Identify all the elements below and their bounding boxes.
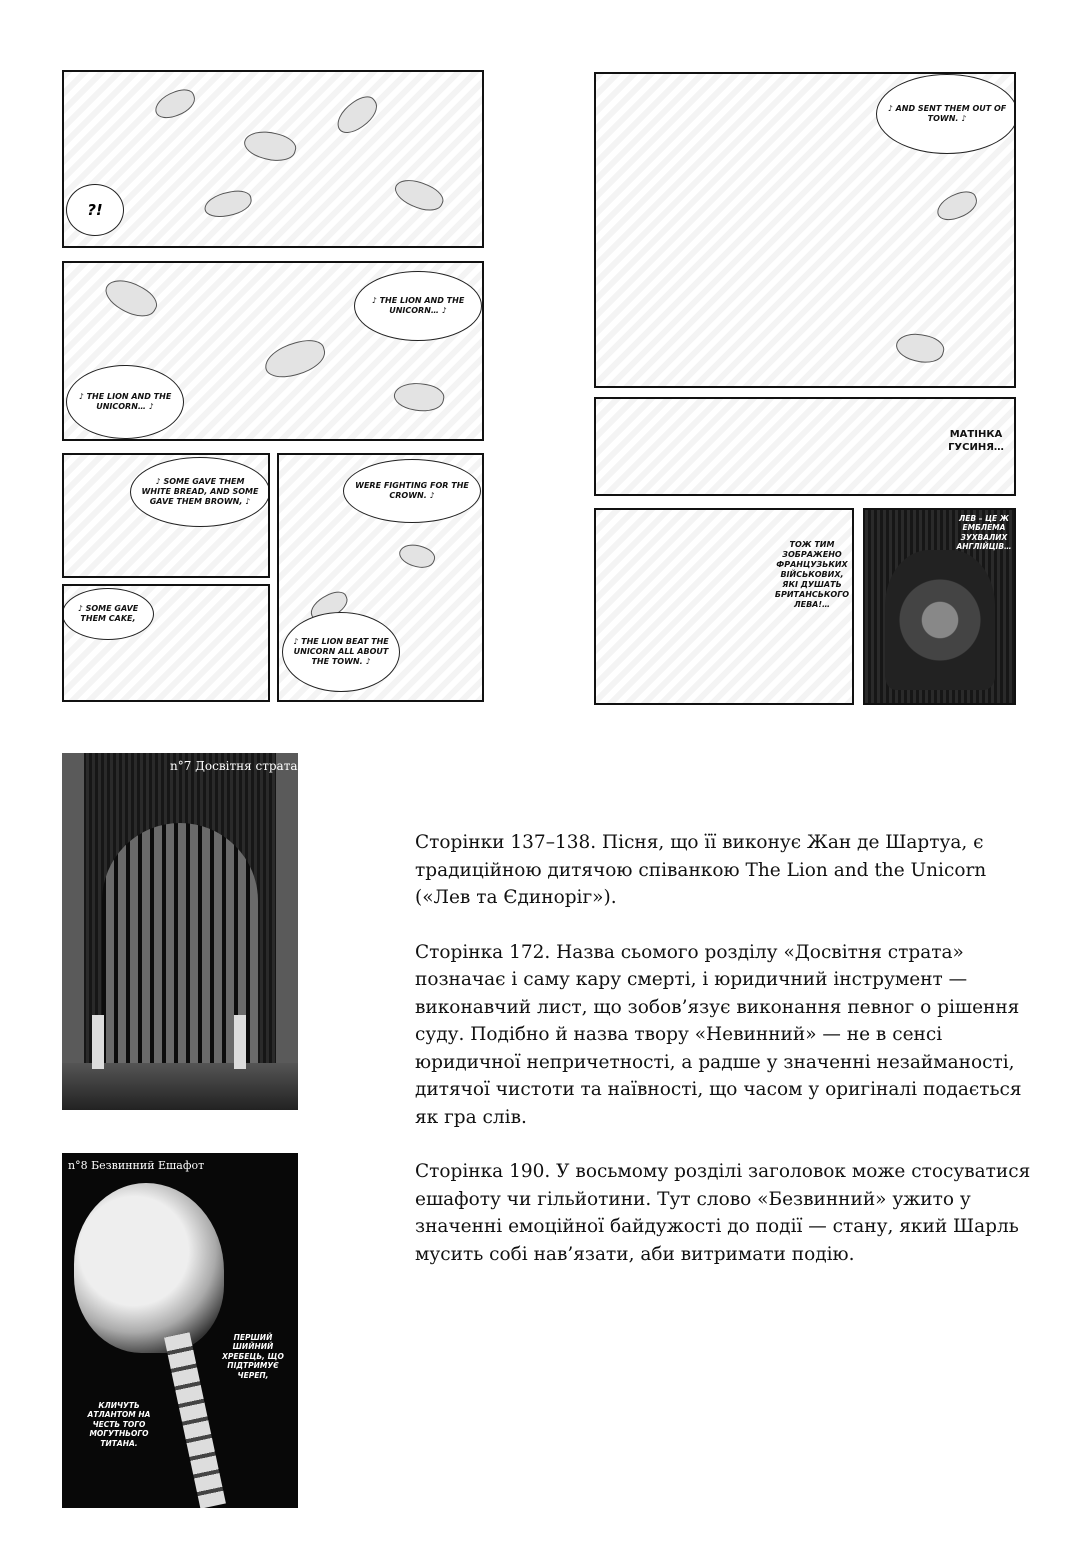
exclamation-text: ?! xyxy=(66,184,124,236)
narration-caption: МАТІНКА ГУСИНЯ… xyxy=(948,429,1004,453)
note-paragraph: Сторінки 137–138. Пісня, що її виконує Жан де Шартуа, є традиційною дитячою співанкою The Lion and the Unicorn («Лев та Єдиноріг»). xyxy=(415,832,987,908)
speech-bubble-left: ♪ THE LION AND THE UNICORN… ♪ xyxy=(66,365,184,439)
narration-caption: ЛЕВ – ЦЕ Ж ЕМБЛЕМА ЗУХВАЛИХ АНГЛІЙЦІВ… xyxy=(956,514,1012,552)
manga-panel-eyes-closeup xyxy=(594,397,1016,496)
stone-floor xyxy=(62,1063,298,1110)
speech-bubble: ♪ SOME GAVE THEM WHITE BREAD, AND SOME GAVE THEM BROWN, ♪ xyxy=(130,457,270,527)
speech-bubble: WERE FIGHTING FOR THE CROWN. ♪ xyxy=(343,459,481,523)
petal-illustration xyxy=(933,188,981,225)
note-paragraph: Сторінка 190. У восьмому розділі заголовок може стосуватися ешафоту чи гільйотини. Тут слово «Безвинний» ужито у значенні емоційної байдужості до події — стану, який Шарль мусить собі нав’язати, аби витримати подію. xyxy=(415,1161,1031,1265)
manga-panel-lion-unicorn xyxy=(62,261,484,441)
spine-illustration xyxy=(164,1332,226,1508)
coat-of-arms-emblem xyxy=(885,550,995,690)
manga-panel-woman-portrait xyxy=(594,72,1016,388)
petal-illustration xyxy=(151,86,199,123)
petal-illustration xyxy=(331,91,384,139)
petal-illustration xyxy=(396,540,437,573)
petal-illustration xyxy=(241,126,298,167)
speech-bubble: ♪ AND SENT THEM OUT OF TOWN. ♪ xyxy=(876,74,1016,154)
petal-illustration xyxy=(100,272,162,325)
skull-illustration xyxy=(74,1183,224,1353)
guard-figure xyxy=(92,1015,104,1069)
translator-notes xyxy=(415,829,1035,1295)
chapter8-cover-image xyxy=(62,1153,298,1508)
manga-panel-petals xyxy=(62,70,484,248)
chapter7-cover-image xyxy=(62,753,298,1110)
petal-illustration xyxy=(391,173,447,218)
speech-bubble: ♪ SOME GAVE THEM CAKE, xyxy=(62,588,154,640)
gothic-pillar xyxy=(276,753,298,1110)
petal-illustration xyxy=(202,188,253,220)
narration-caption: КЛИЧУТЬ АТЛАНТОМ НА ЧЕСТЬ ТОГО МОГУТНЬОГО ТИТАНА. xyxy=(87,1401,151,1448)
chapter8-title: n°8 Безвинний Ешафот xyxy=(68,1159,205,1172)
note-paragraph: Сторінка 172. Назва сьомого розділу «Досвітня страта» позначає і саму кару смерті, і юридичний інструмент — виконавчий лист, що зобов’язує виконання певног о рішення суду. Подібно й назва твору «Невинний» — не в сенсі юридичної непричетності, а радше у значенні незайманості, дитячої чистоти та наївності, що часом у оригіналі подається як гра слів. xyxy=(415,941,1022,1128)
gothic-pillar xyxy=(62,753,84,1110)
petal-illustration xyxy=(392,379,446,415)
narration-caption: ПЕРШИЙ ШИЙНИЙ ХРЕБЕЦЬ, ЩО ПІДТРИМУЄ ЧЕРЕП, xyxy=(222,1333,284,1380)
manga-panel-smile xyxy=(62,584,270,702)
chapter7-title: n°7 Досвітня страта xyxy=(170,759,298,773)
speech-bubble-right: ♪ THE LION AND THE UNICORN… ♪ xyxy=(354,271,482,341)
narration-caption: ТОЖ ТИМ ЗОБРАЖЕНО ФРАНЦУЗЬКИХ ВІЙСЬКОВИХ, ЯКІ ДУШАТЬ БРИТАНСЬКОГО ЛЕВА!… xyxy=(774,540,850,609)
speech-bubble-overlay: ♪ THE LION BEAT THE UNICORN ALL ABOUT THE TOWN. ♪ xyxy=(282,612,400,692)
petal-illustration xyxy=(261,336,329,383)
petal-illustration xyxy=(893,328,947,367)
guard-figure xyxy=(234,1015,246,1069)
manga-panel-aristocrat xyxy=(594,508,854,705)
manga-panel-eye xyxy=(62,453,270,578)
manga-panel-coat-of-arms xyxy=(863,508,1016,705)
